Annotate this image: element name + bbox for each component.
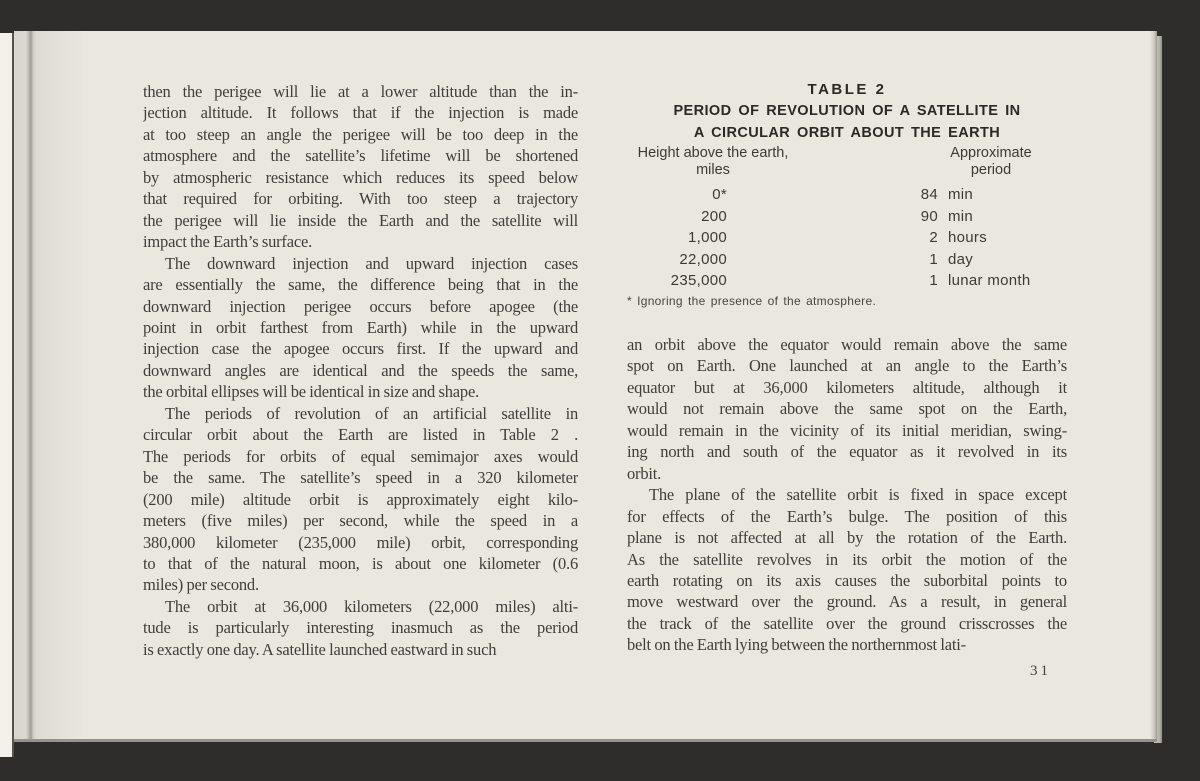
period-unit: lunar month xyxy=(948,272,1031,290)
height-value: 235,000 xyxy=(670,272,727,290)
text-line: earth rotating on its axis causes the suborbital points to xyxy=(627,570,1067,590)
gutter-shade xyxy=(14,31,84,739)
text-line: jection altitude. It follows that if the injection is made xyxy=(143,103,578,123)
paragraph xyxy=(143,81,578,253)
text-line: to that of the natural moon, is about one kilometer (0.6 xyxy=(143,553,578,573)
page-right-edge xyxy=(1150,31,1157,739)
table-title-line2: A CIRCULAR ORBIT ABOUT THE EARTH xyxy=(693,125,1001,141)
text-line: downward injection perigee occurs before apogee (the xyxy=(143,296,578,316)
text-line: by atmospheric resistance which reduces its speed below xyxy=(143,167,578,187)
text-line: the track of the satellite over the ground crisscrosses the xyxy=(627,613,1067,633)
paragraph xyxy=(143,253,578,403)
table-row xyxy=(627,206,1067,228)
text-line: The periods of revolution of an artificial satellite in xyxy=(165,403,578,423)
table-row xyxy=(627,184,1067,206)
text-line: would not remain above the same spot on the Earth, xyxy=(627,399,1067,419)
column-header-period-line2: period xyxy=(970,162,1012,178)
period-unit: hours xyxy=(948,229,988,247)
column-header-height-line2: miles xyxy=(696,162,730,178)
text-line: impact the Earth’s surface. xyxy=(143,232,313,252)
text-line: injection case the apogee occurs first. If the upward and xyxy=(143,339,578,359)
table-row xyxy=(627,227,1067,249)
table-row xyxy=(627,270,1067,292)
book-page xyxy=(14,31,1157,742)
period-value: 84 xyxy=(920,186,938,203)
table-label: TABLE 2 xyxy=(807,81,887,98)
period-value: 1 xyxy=(929,250,938,268)
height-value: 1,000 xyxy=(687,229,727,247)
text-line: then the perigee will lie at a lower altitude than the in- xyxy=(143,82,578,101)
text-line: circular orbit about the Earth are listed in Table 2 . xyxy=(143,425,578,445)
underlying-page-edge xyxy=(0,33,14,757)
text-line: The periods for orbits of equal semimajor axes would xyxy=(143,446,578,466)
period-unit: min xyxy=(948,186,974,203)
text-line: is exactly one day. A satellite launched eastward in such xyxy=(143,639,497,659)
text-line: are essentially the same, the difference being that in the xyxy=(143,275,578,295)
text-line: atmosphere and the satellite’s lifetime will be shortened xyxy=(143,146,578,166)
page-number: 31 xyxy=(1030,663,1051,679)
text-line: miles) per second. xyxy=(143,575,259,595)
text-line: meters (five miles) per second, while the speed in a xyxy=(143,511,578,531)
table-2 xyxy=(627,81,1067,331)
table-footnote: * Ignoring the presence of the atmosphere. xyxy=(627,294,877,308)
height-value: 22,000 xyxy=(679,250,727,268)
period-value: 2 xyxy=(929,229,938,247)
text-line: orbit. xyxy=(627,463,662,483)
text-line: spot on Earth. One launched at an angle to the Earth’s xyxy=(627,356,1067,376)
period-value: 1 xyxy=(929,272,938,290)
period-unit: day xyxy=(948,250,974,268)
text-line: downward angles are identical and the speeds the same, xyxy=(143,360,578,380)
text-line: would remain in the vicinity of its initial meridian, swing- xyxy=(627,420,1067,440)
right-text-column xyxy=(627,334,1067,656)
column-header-height-line1: Height above the earth, xyxy=(637,145,789,161)
period-value: 90 xyxy=(920,207,938,225)
text-line: be the same. The satellite’s speed in a 320 kilometer xyxy=(143,468,578,488)
text-line: equator but at 36,000 kilometers altitude, although it xyxy=(627,377,1067,397)
text-line: tude is particularly interesting inasmuch as the period xyxy=(143,618,578,638)
paragraph xyxy=(143,403,578,596)
paragraph xyxy=(627,334,1067,484)
column-header-height xyxy=(627,145,799,179)
text-line: plane is not affected at all by the rotation of the Earth. xyxy=(627,528,1067,548)
text-line: The downward injection and upward injection cases xyxy=(165,253,578,273)
text-line: the perigee will lie inside the Earth and the satellite will xyxy=(143,210,578,230)
gutter-crease xyxy=(26,31,36,739)
text-line: The plane of the satellite orbit is fixed in space except xyxy=(649,485,1067,505)
height-value: 0* xyxy=(712,186,727,203)
table-rows xyxy=(627,184,1067,292)
text-line: the orbital ellipses will be identical in size and shape. xyxy=(143,382,479,402)
text-line: for effects of the Earth’s bulge. The position of this xyxy=(627,506,1067,526)
text-line: at too steep an angle the perigee will be too deep in the xyxy=(143,124,578,144)
text-line: As the satellite revolves in its orbit the motion of the xyxy=(627,549,1067,569)
column-header-period xyxy=(945,145,1037,179)
paragraph xyxy=(143,596,578,660)
text-line: ing north and south of the equator as it revolved in its xyxy=(627,442,1067,462)
text-line: that required for orbiting. With too steep a trajectory xyxy=(143,189,578,209)
text-line: The orbit at 36,000 kilometers (22,000 miles) alti- xyxy=(165,596,578,616)
text-line: belt on the Earth lying between the northernmost lati- xyxy=(627,635,966,655)
height-value: 200 xyxy=(701,207,727,225)
period-unit: min xyxy=(948,207,974,225)
text-line: point in orbit farthest from Earth) while in the upward xyxy=(143,317,578,337)
table-title-line1: PERIOD OF REVOLUTION OF A SATELLITE IN xyxy=(673,103,1021,119)
column-header-period-line1: Approximate xyxy=(950,145,1032,161)
text-line: an orbit above the equator would remain above the same xyxy=(627,335,1067,354)
text-line: 380,000 kilometer (235,000 mile) orbit, corresponding xyxy=(143,532,578,552)
text-line: (200 mile) altitude orbit is approximately eight kilo- xyxy=(143,489,578,509)
paragraph xyxy=(627,484,1067,656)
left-text-column xyxy=(143,81,578,660)
table-row xyxy=(627,249,1067,271)
text-line: move westward over the ground. As a result, in general xyxy=(627,592,1067,612)
